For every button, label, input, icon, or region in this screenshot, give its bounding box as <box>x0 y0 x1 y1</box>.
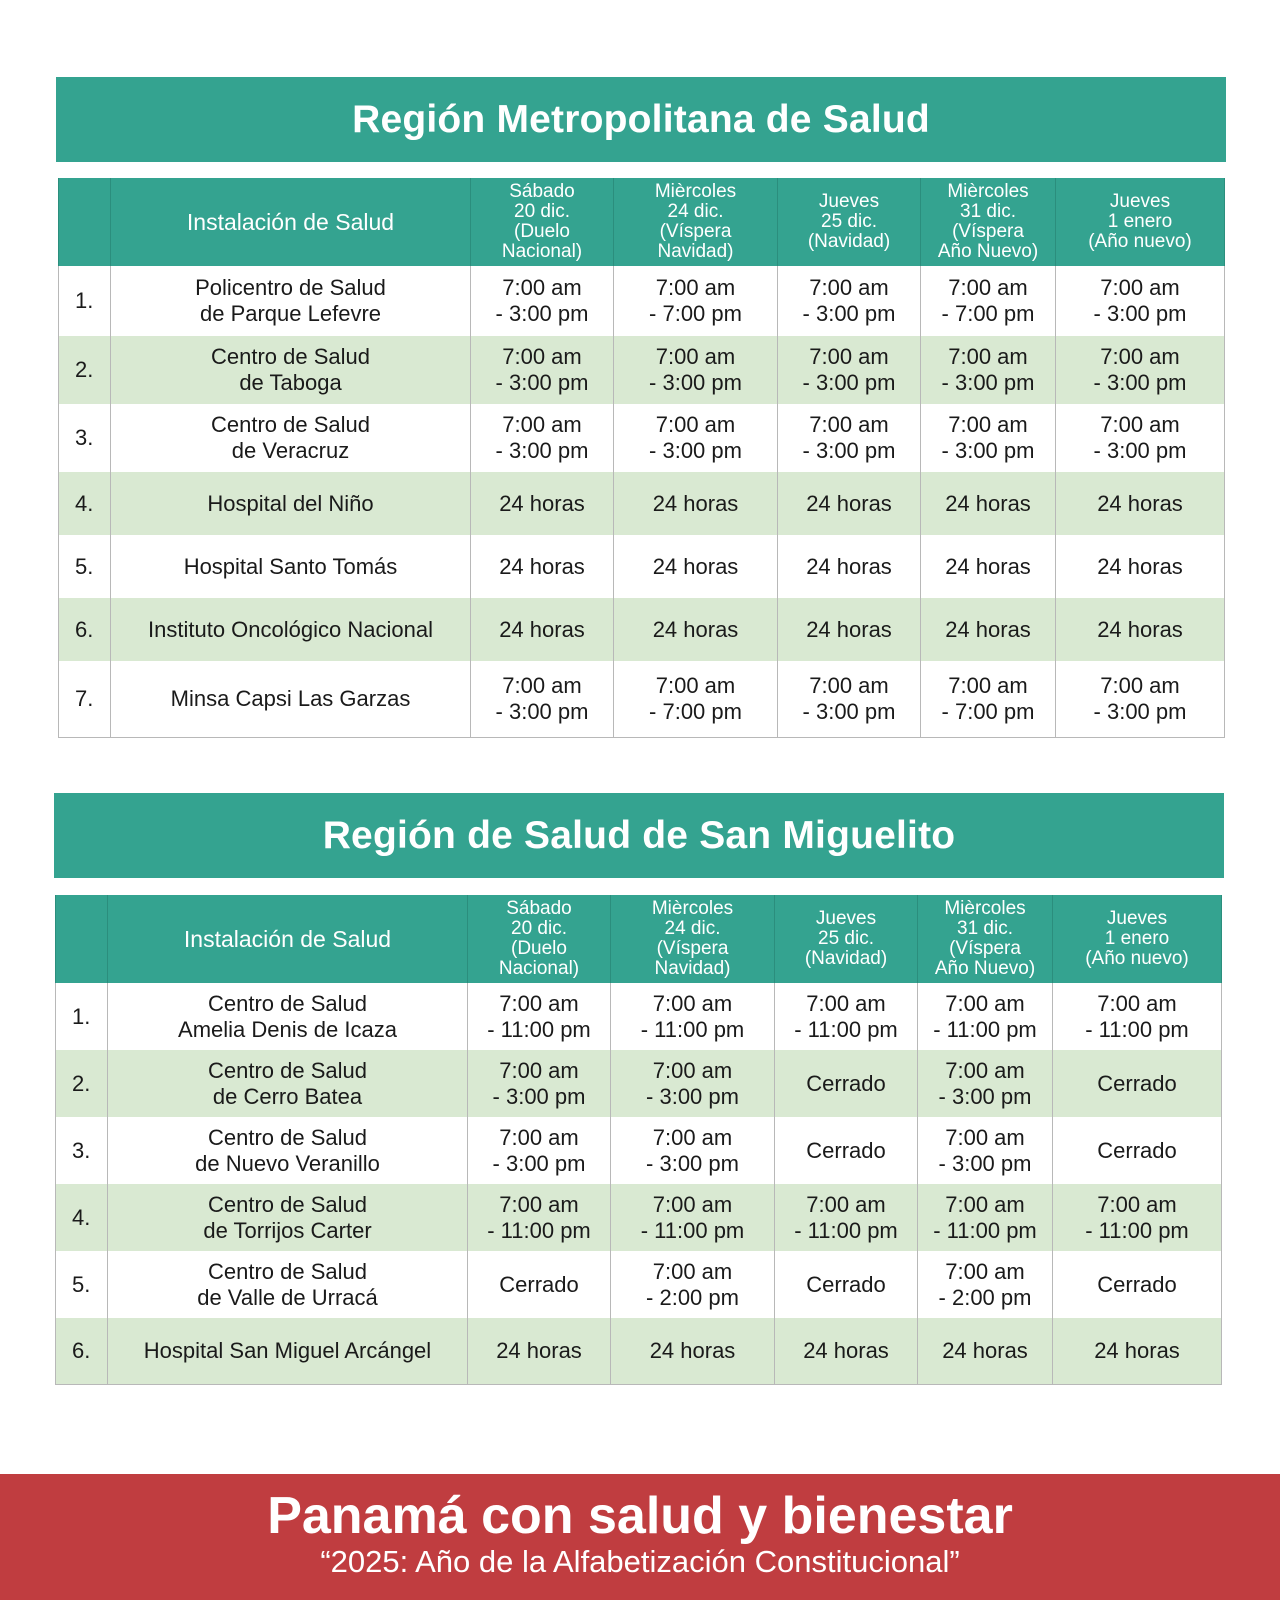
header-day <box>1053 895 1222 983</box>
hours-cell <box>1056 472 1225 535</box>
hours-cell <box>778 535 921 598</box>
hours-line: - 3:00 pm <box>802 301 896 326</box>
hours-line: - 3:00 pm <box>1093 370 1187 395</box>
hours-line: - 3:00 pm <box>495 438 589 463</box>
header-day-line: 24 dic. <box>664 918 721 939</box>
header-day-line: 24 dic. <box>667 201 724 222</box>
hours-cell <box>921 266 1056 336</box>
hours-line: 7:00 am <box>809 275 889 300</box>
header-day-line: (Víspera <box>659 221 732 242</box>
facility-name-line: de Veracruz <box>231 438 350 463</box>
header-day <box>611 895 775 983</box>
facility-name <box>108 1318 468 1384</box>
header-day-line: (Víspera <box>949 938 1021 959</box>
hours-cell <box>778 598 921 661</box>
hours-cell <box>1056 404 1225 472</box>
hours-line: 24 horas <box>499 616 585 642</box>
facility-name-line: Policentro de Salud <box>195 275 386 300</box>
header-day-line: 1 enero <box>1104 928 1170 949</box>
hours-line: 7:00 am <box>945 990 1025 1016</box>
table-row <box>59 472 1225 535</box>
footer-banner <box>0 1474 1280 1600</box>
hours-line: 7:00 am <box>809 672 889 698</box>
hours-line: 7:00 am <box>809 344 889 369</box>
hours-cell <box>614 598 778 661</box>
hours-cell <box>918 1251 1053 1318</box>
hours-cell <box>471 535 614 598</box>
facility-name-line: de Nuevo Veranillo <box>195 1150 380 1176</box>
hours-line: 7:00 am <box>806 1191 886 1217</box>
hours-line: 7:00 am <box>806 990 886 1016</box>
hours-line: 7:00 am <box>655 412 736 437</box>
facility-name <box>108 983 468 1050</box>
hours-line: 24 horas <box>1094 1337 1180 1363</box>
header-day <box>921 178 1056 266</box>
hours-cell <box>1053 983 1222 1050</box>
hours-cell <box>778 336 921 404</box>
header-day-line: Jueves <box>818 191 880 212</box>
region-title-san-miguelito: Región de Salud de San Miguelito <box>54 793 1224 878</box>
hours-line: - 3:00 pm <box>938 1083 1032 1109</box>
row-number: 4. <box>56 1184 108 1251</box>
header-day-line: (Año nuevo) <box>1085 948 1189 969</box>
header-day-line: Nacional) <box>498 958 580 979</box>
hours-cell <box>775 1318 918 1384</box>
hours-line: - 11:00 pm <box>933 1016 1037 1042</box>
hours-line: - 3:00 pm <box>941 438 1035 463</box>
header-day-line: 31 dic. <box>960 201 1016 222</box>
region-title-metropolitana: Región Metropolitana de Salud <box>56 77 1226 162</box>
facility-name-line: de Parque Lefevre <box>199 301 382 326</box>
hours-line: 24 horas <box>1097 490 1183 516</box>
facility-name <box>111 266 471 336</box>
facility-name <box>111 598 471 661</box>
hours-line: 7:00 am <box>809 412 889 437</box>
hours-line: - 3:00 pm <box>941 370 1035 395</box>
hours-cell <box>611 1184 775 1251</box>
facility-name-line: Centro de Salud <box>208 990 367 1016</box>
facility-name-line: Centro de Salud <box>208 1124 367 1150</box>
hours-cell <box>614 404 778 472</box>
hours-line: 7:00 am <box>1097 1191 1177 1217</box>
hours-line: Cerrado <box>499 1271 579 1297</box>
row-number: 6. <box>56 1318 108 1384</box>
header-day-line: Navidad) <box>657 241 734 262</box>
hours-line: - 3:00 pm <box>1093 698 1187 724</box>
hours-line: - 11:00 pm <box>1085 1217 1189 1243</box>
hours-cell <box>614 661 778 737</box>
hours-cell <box>775 1251 918 1318</box>
facility-name-line: de Valle de Urracá <box>197 1284 378 1310</box>
hours-cell <box>1053 1318 1222 1384</box>
header-day-line: (Año nuevo) <box>1088 231 1192 252</box>
hours-cell <box>471 266 614 336</box>
header-day-line: Sábado <box>506 898 572 919</box>
header-day-line: 25 dic. <box>818 928 874 949</box>
hours-line: Cerrado <box>806 1137 886 1163</box>
hours-cell <box>468 1318 611 1384</box>
hours-line: - 7:00 pm <box>649 698 742 724</box>
hours-line: 24 horas <box>649 1337 736 1363</box>
hours-line: - 11:00 pm <box>487 1016 591 1042</box>
header-day-line: (Duelo <box>514 221 570 242</box>
header-day <box>614 178 778 266</box>
hours-line: 7:00 am <box>945 1057 1025 1083</box>
row-number: 3. <box>59 404 111 472</box>
table-row <box>56 1117 1222 1184</box>
hours-line: - 3:00 pm <box>492 1150 586 1176</box>
hours-line: 24 horas <box>499 553 585 579</box>
header-day <box>468 895 611 983</box>
header-day-line: (Navidad) <box>804 948 888 969</box>
hours-line: 24 horas <box>806 616 892 642</box>
table-row <box>59 266 1225 336</box>
hours-cell <box>918 1318 1053 1384</box>
hours-cell <box>611 1318 775 1384</box>
hours-line: - 11:00 pm <box>794 1016 898 1042</box>
hours-line: Cerrado <box>1097 1271 1177 1297</box>
hours-line: 7:00 am <box>655 344 736 369</box>
header-day-line: Mièrcoles <box>944 898 1026 919</box>
hours-line: - 3:00 pm <box>802 370 896 395</box>
hours-line: 24 horas <box>496 1337 582 1363</box>
hours-line: 7:00 am <box>945 1258 1025 1284</box>
hours-line: 24 horas <box>945 490 1031 516</box>
hours-line: 7:00 am <box>499 1191 579 1217</box>
facility-name-line: Instituto Oncológico Nacional <box>148 616 433 642</box>
hours-cell <box>1053 1251 1222 1318</box>
header-day-line: Nacional) <box>501 241 583 262</box>
hours-line: 24 horas <box>499 490 585 516</box>
hours-line: - 3:00 pm <box>495 301 589 326</box>
hours-line: 24 horas <box>652 553 739 579</box>
hours-line: 7:00 am <box>948 344 1028 369</box>
hours-line: - 3:00 pm <box>495 698 589 724</box>
header-day-line: Mièrcoles <box>654 181 737 202</box>
hours-cell <box>468 1050 611 1117</box>
hours-line: 24 horas <box>806 553 892 579</box>
hours-line: - 11:00 pm <box>1085 1016 1189 1042</box>
header-day <box>778 178 921 266</box>
hours-cell <box>921 336 1056 404</box>
hours-cell <box>918 1050 1053 1117</box>
hours-cell <box>1056 535 1225 598</box>
header-day-line: (Víspera <box>952 221 1024 242</box>
hours-line: 7:00 am <box>1100 275 1180 300</box>
hours-cell <box>611 1050 775 1117</box>
hours-line: 7:00 am <box>502 275 582 300</box>
hours-line: 7:00 am <box>1097 990 1177 1016</box>
hours-cell <box>921 472 1056 535</box>
footer-motto: “2025: Año de la Alfabetización Constitucional” <box>320 1544 960 1579</box>
hours-line: - 11:00 pm <box>640 1016 745 1042</box>
hours-line: - 3:00 pm <box>1093 301 1187 326</box>
hours-line: 7:00 am <box>655 672 736 698</box>
table-row <box>56 1318 1222 1384</box>
hours-line: 7:00 am <box>502 412 582 437</box>
table-row <box>59 598 1225 661</box>
table-row <box>59 404 1225 472</box>
facility-name <box>108 1117 468 1184</box>
hours-cell <box>775 1184 918 1251</box>
hours-line: 7:00 am <box>1100 344 1180 369</box>
hours-line: - 11:00 pm <box>794 1217 898 1243</box>
hours-line: 7:00 am <box>502 672 582 698</box>
facility-name-line: Minsa Capsi Las Garzas <box>170 685 411 711</box>
hours-cell <box>468 1184 611 1251</box>
hours-line: 24 horas <box>945 553 1031 579</box>
row-number: 5. <box>56 1251 108 1318</box>
hours-cell <box>471 472 614 535</box>
hours-line: 7:00 am <box>1100 672 1180 698</box>
hours-line: 7:00 am <box>945 1191 1025 1217</box>
hours-line: 7:00 am <box>499 1057 579 1083</box>
table-row <box>59 661 1225 737</box>
hours-cell <box>468 983 611 1050</box>
facility-name <box>111 404 471 472</box>
row-number: 4. <box>59 472 111 535</box>
hours-line: 7:00 am <box>655 275 736 300</box>
hours-line: 24 horas <box>803 1337 889 1363</box>
header-day-line: 20 dic. <box>511 918 567 939</box>
table-header-row <box>56 895 1222 983</box>
hours-cell <box>1056 336 1225 404</box>
facility-name-line: Centro de Salud <box>211 412 370 437</box>
hours-line: - 3:00 pm <box>646 1083 739 1109</box>
hours-cell <box>921 598 1056 661</box>
table-row <box>56 1184 1222 1251</box>
facility-name-line: Centro de Salud <box>208 1191 367 1217</box>
hours-line: Cerrado <box>1097 1137 1177 1163</box>
hours-line: - 3:00 pm <box>802 698 896 724</box>
hours-line: 24 horas <box>942 1337 1028 1363</box>
hours-line: - 3:00 pm <box>495 370 589 395</box>
facility-name-line: Centro de Salud <box>211 344 370 369</box>
hours-line: - 7:00 pm <box>941 301 1035 326</box>
row-number: 2. <box>56 1050 108 1117</box>
facility-name-line: de Cerro Batea <box>212 1083 363 1109</box>
table-row <box>59 336 1225 404</box>
hours-cell <box>471 598 614 661</box>
hours-cell <box>921 404 1056 472</box>
hours-line: 7:00 am <box>502 344 582 369</box>
facility-name <box>111 472 471 535</box>
header-day-line: 20 dic. <box>514 201 570 222</box>
hours-line: 24 horas <box>945 616 1031 642</box>
table-header-row <box>59 178 1225 266</box>
hours-line: - 2:00 pm <box>646 1284 739 1310</box>
facility-name-line: Centro de Salud <box>208 1057 367 1083</box>
header-day-line: Mièrcoles <box>651 898 734 919</box>
hours-line: - 7:00 pm <box>941 698 1035 724</box>
header-day-line: Sábado <box>509 181 575 202</box>
header-number <box>59 178 111 266</box>
hours-cell <box>468 1117 611 1184</box>
hours-cell <box>778 404 921 472</box>
hours-cell <box>918 983 1053 1050</box>
header-day-line: Jueves <box>815 908 877 929</box>
hours-line: 24 horas <box>1097 616 1183 642</box>
header-facility: Instalación de Salud <box>108 895 468 983</box>
table-row <box>56 1050 1222 1117</box>
schedule-table-metropolitana <box>58 178 1225 738</box>
hours-line: 7:00 am <box>499 1124 579 1150</box>
hours-cell <box>614 336 778 404</box>
table-row <box>56 983 1222 1050</box>
header-day-line: Mièrcoles <box>947 181 1029 202</box>
hours-cell <box>775 983 918 1050</box>
header-day <box>918 895 1053 983</box>
hours-line: 7:00 am <box>945 1124 1025 1150</box>
hours-line: - 11:00 pm <box>933 1217 1037 1243</box>
row-number: 3. <box>56 1117 108 1184</box>
hours-line: - 3:00 pm <box>646 1150 739 1176</box>
hours-cell <box>611 1117 775 1184</box>
footer-slogan: Panamá con salud y bienestar <box>267 1487 1013 1545</box>
row-number: 6. <box>59 598 111 661</box>
hours-line: - 7:00 pm <box>649 301 742 326</box>
hours-line: - 11:00 pm <box>487 1217 591 1243</box>
header-number <box>56 895 108 983</box>
facility-name <box>111 336 471 404</box>
header-day-line: (Víspera <box>656 938 729 959</box>
facility-name <box>111 661 471 737</box>
schedule-table-san-miguelito <box>55 895 1222 1385</box>
hours-line: - 2:00 pm <box>938 1284 1032 1310</box>
hours-line: - 3:00 pm <box>492 1083 586 1109</box>
hours-cell <box>778 472 921 535</box>
hours-line: - 3:00 pm <box>1093 438 1187 463</box>
hours-line: - 3:00 pm <box>802 438 896 463</box>
hours-line: - 3:00 pm <box>938 1150 1032 1176</box>
facility-name <box>108 1251 468 1318</box>
header-facility: Instalación de Salud <box>111 178 471 266</box>
hours-cell <box>1053 1117 1222 1184</box>
header-day-line: 25 dic. <box>821 211 877 232</box>
facility-name <box>108 1184 468 1251</box>
hours-cell <box>471 404 614 472</box>
hours-cell <box>471 661 614 737</box>
hours-line: 7:00 am <box>948 275 1028 300</box>
hours-line: 7:00 am <box>499 990 579 1016</box>
hours-line: - 3:00 pm <box>649 438 742 463</box>
hours-line: Cerrado <box>806 1070 886 1096</box>
hours-line: 7:00 am <box>948 672 1028 698</box>
row-number: 1. <box>56 983 108 1050</box>
hours-cell <box>614 472 778 535</box>
hours-line: - 11:00 pm <box>640 1217 745 1243</box>
header-day-line: 1 enero <box>1107 211 1173 232</box>
table-row <box>59 535 1225 598</box>
row-number: 1. <box>59 266 111 336</box>
hours-cell <box>918 1184 1053 1251</box>
header-day-line: Año Nuevo) <box>934 958 1036 979</box>
facility-name <box>111 535 471 598</box>
hours-cell <box>1053 1050 1222 1117</box>
hours-line: Cerrado <box>806 1271 886 1297</box>
hours-line: 24 horas <box>1097 553 1183 579</box>
hours-line: 7:00 am <box>652 1258 733 1284</box>
hours-cell <box>1056 661 1225 737</box>
header-day <box>471 178 614 266</box>
row-number: 5. <box>59 535 111 598</box>
hours-cell <box>778 661 921 737</box>
hours-cell <box>611 983 775 1050</box>
hours-line: 7:00 am <box>1100 412 1180 437</box>
facility-name-line: Centro de Salud <box>208 1258 367 1284</box>
hours-cell <box>468 1251 611 1318</box>
hours-line: 7:00 am <box>948 412 1028 437</box>
header-day <box>775 895 918 983</box>
hours-cell <box>918 1117 1053 1184</box>
hours-cell <box>778 266 921 336</box>
facility-name-line: Amelia Denis de Icaza <box>178 1016 397 1042</box>
hours-line: Cerrado <box>1097 1070 1177 1096</box>
hours-line: - 3:00 pm <box>649 370 742 395</box>
hours-cell <box>921 661 1056 737</box>
header-day-line: Navidad) <box>654 958 731 979</box>
hours-cell <box>921 535 1056 598</box>
header-day-line: Jueves <box>1109 191 1171 212</box>
hours-line: 24 horas <box>652 490 739 516</box>
header-day-line: Año Nuevo) <box>937 241 1039 262</box>
facility-name-line: Hospital Santo Tomás <box>183 553 398 579</box>
hours-line: 7:00 am <box>652 1057 733 1083</box>
table-row <box>56 1251 1222 1318</box>
facility-name-line: de Taboga <box>239 370 342 395</box>
hours-cell <box>1056 598 1225 661</box>
hours-cell <box>775 1050 918 1117</box>
hours-cell <box>1053 1184 1222 1251</box>
header-day <box>1056 178 1225 266</box>
row-number: 7. <box>59 661 111 737</box>
facility-name-line: de Torrijos Carter <box>203 1217 372 1243</box>
hours-cell <box>775 1117 918 1184</box>
hours-cell <box>614 266 778 336</box>
hours-cell <box>614 535 778 598</box>
header-day-line: Jueves <box>1106 908 1168 929</box>
hours-cell <box>1056 266 1225 336</box>
hours-line: 7:00 am <box>652 1191 733 1217</box>
facility-name-line: Hospital San Miguel Arcángel <box>143 1337 432 1363</box>
hours-line: 24 horas <box>652 616 739 642</box>
header-day-line: 31 dic. <box>957 918 1013 939</box>
header-day-line: (Navidad) <box>807 231 891 252</box>
facility-name-line: Hospital del Niño <box>207 490 374 516</box>
row-number: 2. <box>59 336 111 404</box>
header-day-line: (Duelo <box>511 938 567 959</box>
facility-name <box>108 1050 468 1117</box>
hours-line: 7:00 am <box>652 990 733 1016</box>
hours-line: 24 horas <box>806 490 892 516</box>
hours-line: 7:00 am <box>652 1124 733 1150</box>
hours-cell <box>471 336 614 404</box>
hours-cell <box>611 1251 775 1318</box>
